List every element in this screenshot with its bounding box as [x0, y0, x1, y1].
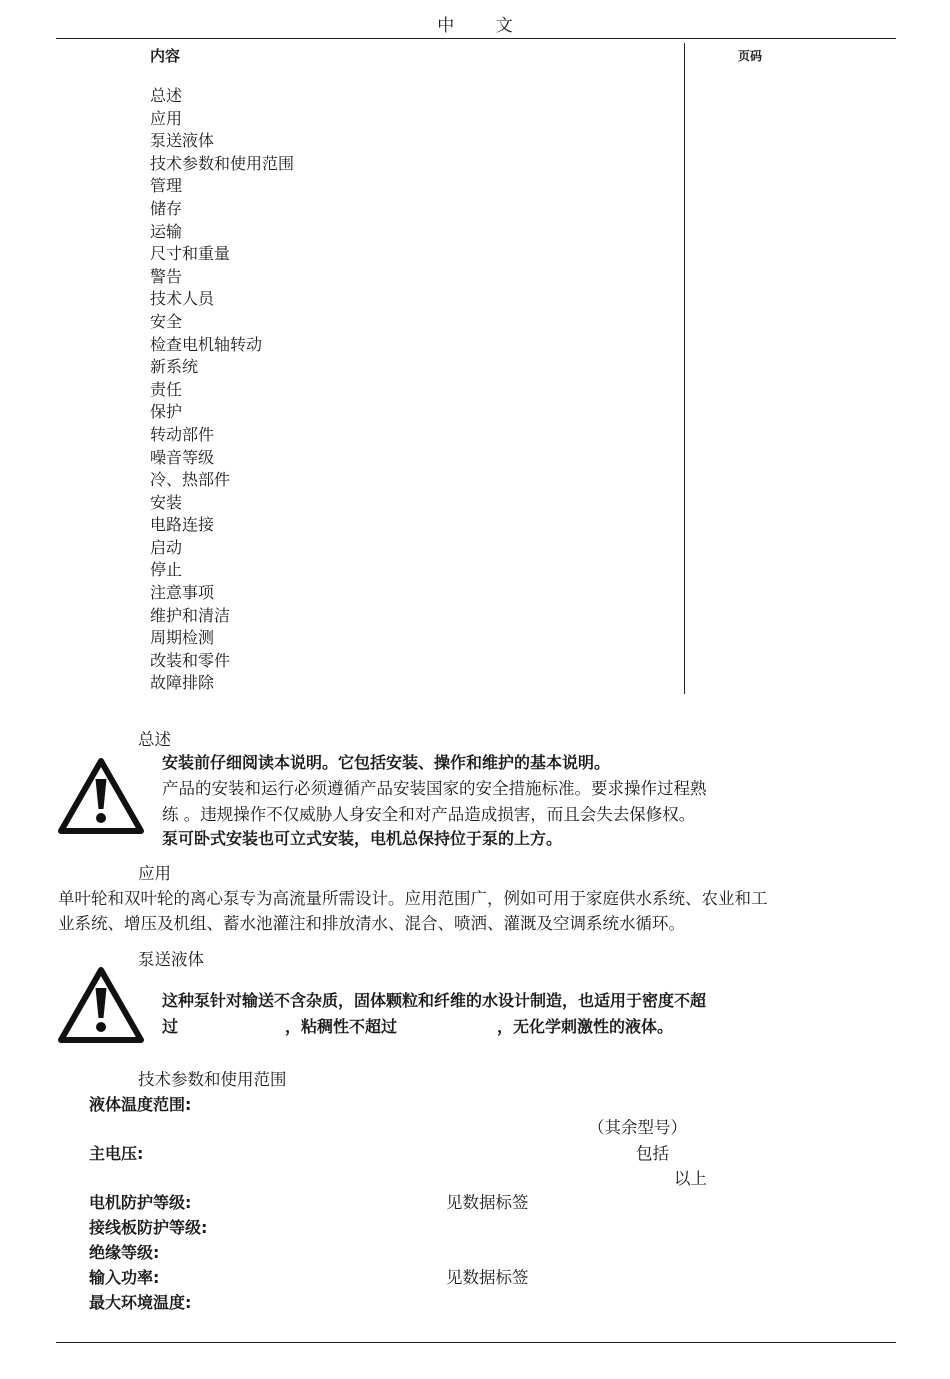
spec-note-above: 以上: [674, 1169, 707, 1188]
toc-item: 运输: [150, 221, 183, 241]
spec-label-ambient-temperature: 最大环境温度:: [89, 1293, 192, 1312]
toc-item: 停止: [150, 560, 183, 580]
liquids-line-2b: ，粘稠性不超过: [285, 1017, 398, 1036]
toc-column-divider: [684, 43, 685, 694]
toc-item: 故障排除: [150, 673, 215, 693]
liquids-line-2a: 过: [162, 1017, 179, 1036]
toc-item: 改装和零件: [150, 650, 231, 670]
toc-item: 冷、热部件: [150, 470, 231, 490]
spec-value-motor-protection: 见数据标签: [446, 1193, 529, 1212]
section-title-specs: 技术参数和使用范围: [138, 1070, 287, 1089]
toc-item: 注意事项: [150, 583, 215, 603]
toc-item: 检查电机轴转动: [150, 334, 263, 354]
toc-item: 安装: [150, 492, 183, 512]
toc-item: 技术参数和使用范围: [150, 153, 295, 173]
overview-line-4: 泵可卧式安装也可立式安装，电机总保持位于泵的上方。: [162, 829, 563, 848]
spec-label-insulation: 绝缘等级:: [89, 1243, 160, 1262]
section-title-application: 应用: [138, 864, 171, 883]
page-header-title: 中 文: [437, 16, 531, 36]
liquids-line-2c: ，无化学刺激性的液体。: [497, 1017, 674, 1036]
warning-triangle-icon: [57, 757, 145, 835]
toc-item: 储存: [150, 198, 183, 218]
toc-item: 保护: [150, 402, 183, 422]
toc-list: [150, 85, 294, 695]
spec-label-temperature: 液体温度范围:: [89, 1095, 192, 1114]
section-title-liquids: 泵送液体: [138, 950, 204, 969]
toc-item: 管理: [150, 176, 183, 196]
warning-triangle-icon: [57, 966, 145, 1044]
toc-item: 总述: [150, 86, 183, 105]
overview-line-3: 练 。违规操作不仅威胁人身安全和对产品造成损害，而且会失去保修权。: [162, 805, 696, 824]
overview-line-1: 安装前仔细阅读本说明。它包括安装、操作和维护的基本说明。: [162, 753, 611, 772]
spec-note-other-models: （其余型号）: [588, 1118, 687, 1137]
toc-item: 周期检测: [150, 628, 215, 648]
overview-line-2: 产品的安装和运行必须遵循产品安装国家的安全措施标准。要求操作过程熟: [162, 779, 707, 798]
toc-item: 尺寸和重量: [150, 244, 231, 264]
spec-label-terminal-protection: 接线板防护等级:: [89, 1218, 208, 1237]
toc-item: 电路连接: [150, 515, 215, 535]
header-divider: [56, 38, 896, 39]
spec-label-motor-protection: 电机防护等级:: [89, 1193, 192, 1212]
application-line-2: 业系统、增压及机组、蓄水池灌注和排放清水、混合、喷洒、灌溉及空调系统水循环。: [58, 914, 685, 933]
toc-item: 噪音等级: [150, 447, 215, 467]
toc-item: 应用: [150, 108, 183, 128]
spec-label-input-power: 输入功率:: [89, 1268, 160, 1287]
toc-page-heading: 页码: [738, 49, 763, 63]
toc-item: 新系统: [150, 357, 199, 377]
toc-item: 维护和清洁: [150, 605, 231, 625]
toc-item: 泵送液体: [150, 131, 215, 151]
spec-value-input-power: 见数据标签: [446, 1268, 529, 1287]
section-title-overview: 总述: [138, 730, 171, 749]
toc-item: 技术人员: [150, 289, 215, 309]
spec-label-voltage: 主电压:: [89, 1144, 144, 1163]
toc-heading: 内容: [150, 47, 181, 65]
toc-item: 责任: [150, 379, 183, 399]
toc-item: 警告: [150, 266, 183, 286]
liquids-line-1: 这种泵针对输送不含杂质，固体颗粒和纤维的水设计制造，也适用于密度不超: [162, 991, 707, 1010]
application-line-1: 单叶轮和双叶轮的离心泵专为高流量所需设计。应用范围广，例如可用于家庭供水系统、农业和工: [58, 889, 768, 908]
footer-divider: [56, 1342, 896, 1343]
spec-note-including: 包括: [636, 1144, 669, 1163]
toc-item: 转动部件: [150, 424, 215, 444]
toc-item: 启动: [150, 537, 183, 557]
toc-item: 安全: [150, 311, 183, 331]
